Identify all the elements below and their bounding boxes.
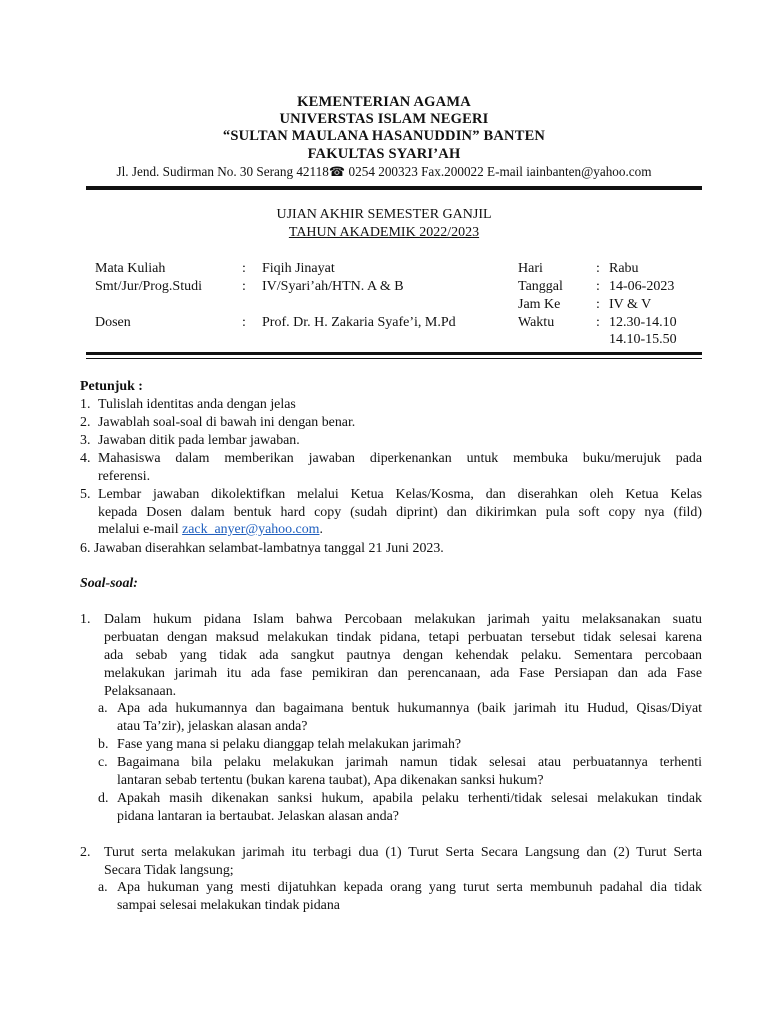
question-1a-line-2: atau Ta’zir), jelaskan alasan anda?	[117, 719, 308, 734]
program-value: IV/Syari’ah/HTN. A & B	[262, 279, 404, 294]
instruction-5-line-1: Lembar jawaban dikolektifkan melalui Ketua Kelas/Kosma, dan diserahkan oleh Ketua Kelas	[98, 487, 702, 502]
day-value: Rabu	[609, 261, 639, 276]
sub-question-letter: a.	[98, 880, 108, 895]
question-1-line-5: Pelaksanaan.	[104, 684, 177, 699]
question-1-line-3: ada sebab yang tidak ada sangkut pautnya dengan kehendak pelaku. Sementara percobaan	[104, 648, 702, 663]
colon: :	[596, 261, 600, 276]
instruction-3: Jawaban ditik pada lembar jawaban.	[98, 433, 300, 448]
colon: :	[242, 279, 246, 294]
date-label: Tanggal	[518, 279, 563, 294]
session-label: Jam Ke	[518, 297, 561, 312]
colon: :	[596, 315, 600, 330]
question-1-line-2: perbuatan dengan maksud melakukan tindak pidana, tetapi perbuatan tersebut tidak selesai karena	[104, 630, 702, 645]
sub-question-letter: a.	[98, 701, 108, 716]
header-university-name: “SULTAN MAULANA HASANUDDIN” BANTEN	[222, 128, 546, 144]
course-value: Fiqih Jinayat	[262, 261, 335, 276]
header-faculty: FAKULTAS SYARI’AH	[307, 146, 461, 162]
question-number: 2.	[80, 845, 91, 860]
course-label: Mata Kuliah	[95, 261, 166, 276]
question-1a-line-1: Apa ada hukumannya dan bagaimana bentuk hukumannya (baik jarimah itu Hudud, Qisas/Diyat	[117, 701, 702, 716]
exam-title: UJIAN AKHIR SEMESTER GANJIL	[276, 207, 492, 222]
lecturer-label: Dosen	[95, 315, 131, 330]
question-2a-line-1: Apa hukuman yang mesti dijatuhkan kepada orang yang turut serta membunuh padahal dia tidak	[117, 880, 702, 895]
info-divider-thin	[86, 358, 702, 359]
address-contact: 0254 200323 Fax.200022 E-mail iainbanten@yahoo.com	[345, 164, 652, 179]
session-value: IV & V	[609, 297, 652, 312]
program-label: Smt/Jur/Prog.Studi	[95, 279, 202, 294]
header-ministry: KEMENTERIAN AGAMA	[297, 94, 471, 110]
exam-academic-year: TAHUN AKADEMIK 2022/2023	[288, 225, 480, 240]
question-2a-line-2: sampai selesai melakukan tindak pidana	[117, 898, 340, 913]
colon: :	[596, 279, 600, 294]
question-1d-line-1: Apakah masih dikenakan sanksi hukum, apabila pelaku terhenti/tidak selesai melakukan tindak	[117, 791, 702, 806]
instruction-5-line-2: kepada Dosen dalam bentuk hard copy (sudah diprint) dan dikirimkan pula soft copy nya (fild)	[98, 505, 702, 520]
question-2-line-1: Turut serta melakukan jarimah itu terbagi dua (1) Turut Serta Secara Langsung dan (2) Turut Serta	[104, 845, 702, 860]
question-1c-line-2: lantaran sebab tertentu (bukan karena taubat), Apa dikenakan sanksi hukum?	[117, 773, 544, 788]
list-number: 4.	[80, 451, 91, 466]
list-number: 5.	[80, 487, 91, 502]
question-1d-line-2: pidana lantaran ia bertaubat. Jelaskan alasan anda?	[117, 809, 399, 824]
list-number: 3.	[80, 433, 91, 448]
list-number: 2.	[80, 415, 91, 430]
info-divider-thick	[86, 352, 702, 355]
colon: :	[596, 297, 600, 312]
colon: :	[242, 315, 246, 330]
questions-heading: Soal-soal:	[80, 576, 138, 591]
instruction-4-line-1: Mahasiswa dalam memberikan jawaban diperkenankan untuk membuka buku/merujuk pada	[98, 451, 702, 466]
question-2-line-2: Secara Tidak langsung;	[104, 863, 234, 878]
header-divider	[86, 186, 702, 190]
date-value: 14-06-2023	[609, 279, 675, 294]
instructions-heading: Petunjuk :	[80, 379, 143, 394]
sub-question-letter: b.	[98, 737, 109, 752]
question-1-line-4: melakukan jarimah itu ada fase pemikiran dan perencanaan, ada Fase Persiapan dan ada Fase	[104, 666, 702, 681]
header-address	[0, 164, 768, 180]
question-1-line-1: Dalam hukum pidana Islam bahwa Percobaan melakukan jarimah yaitu melaksanakan suatu	[104, 612, 702, 627]
sub-question-letter: c.	[98, 755, 108, 770]
time-value-1: 12.30-14.10	[609, 315, 677, 330]
list-number: 1.	[80, 397, 91, 412]
instruction-5-suffix: .	[319, 522, 323, 537]
time-value-2: 14.10-15.50	[609, 332, 677, 347]
lecturer-value: Prof. Dr. H. Zakaria Syafe’i, M.Pd	[262, 315, 456, 330]
time-label: Waktu	[518, 315, 555, 330]
instruction-4-line-2: referensi.	[98, 469, 151, 484]
instruction-1: Tulislah identitas anda dengan jelas	[98, 397, 296, 412]
instruction-2: Jawablah soal-soal di bawah ini dengan benar.	[98, 415, 356, 430]
day-label: Hari	[518, 261, 543, 276]
instruction-6: 6. Jawaban diserahkan selambat-lambatnya tanggal 21 Juni 2023.	[80, 541, 444, 556]
phone-icon: ☎	[328, 164, 346, 179]
question-number: 1.	[80, 612, 91, 627]
header-university: UNIVERSTAS ISLAM NEGERI	[279, 111, 489, 127]
question-1b: Fase yang mana si pelaku dianggap telah melakukan jarimah?	[117, 737, 462, 752]
instruction-5-line-3	[98, 521, 323, 539]
colon: :	[242, 261, 246, 276]
instruction-5-prefix: melalui e-mail	[98, 522, 183, 537]
question-1c-line-1: Bagaimana bila pelaku melakukan jarimah namun tidak selesai atau perbuatannya terhenti	[117, 755, 702, 770]
email-link[interactable]: zack_anyer@yahoo.com	[182, 522, 320, 537]
address-street: Jl. Jend. Sudirman No. 30 Serang 42118	[116, 164, 329, 179]
sub-question-letter: d.	[98, 791, 109, 806]
